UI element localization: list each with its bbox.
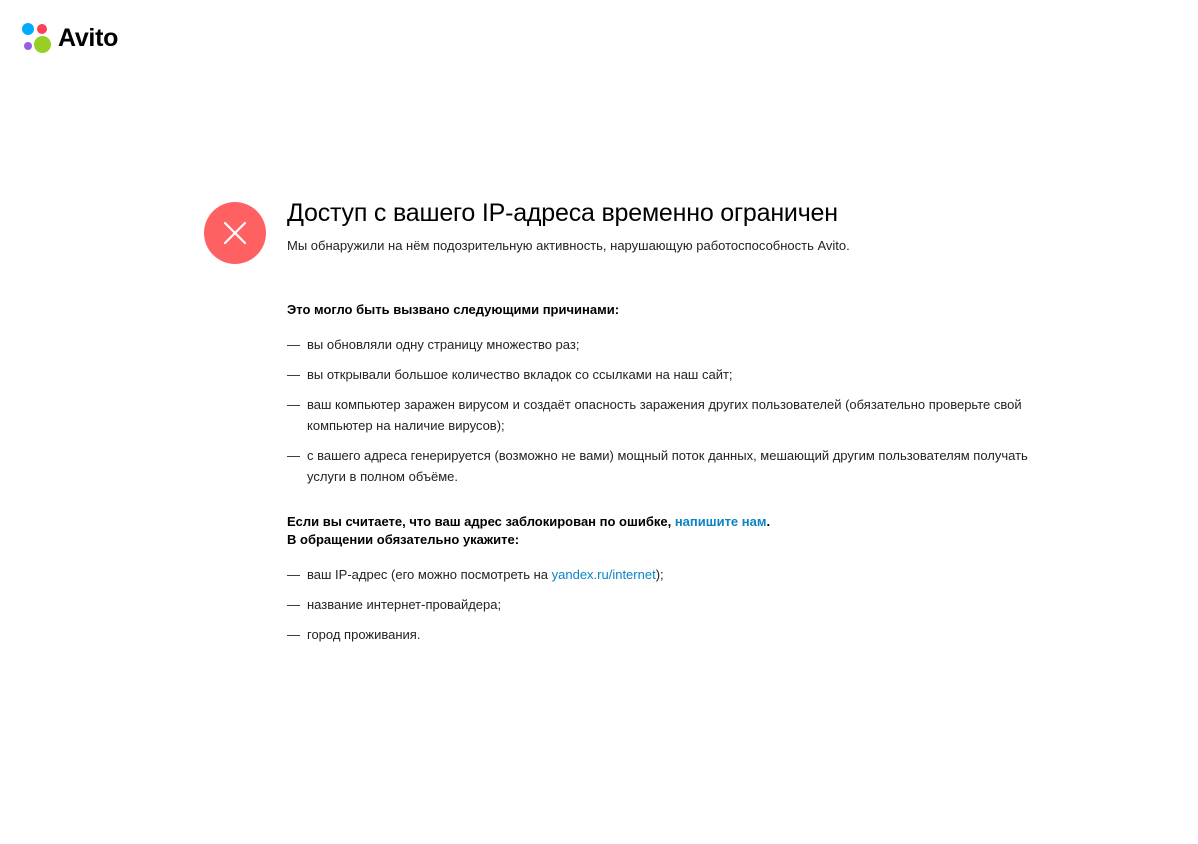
step-text-end: ); [655,567,664,582]
reasons-list [287,334,1067,487]
write-us-link[interactable]: напишите нам [674,514,767,529]
contact-text: Если вы считаете, что ваш адрес заблокирован по ошибке, [287,514,675,529]
dash-mark: — [287,397,300,412]
reason-text: ваш компьютер заражен вирусом и создаёт опасность заражения других пользователей (обязательно проверьте свой компьютер на наличие вирусов); [307,397,1022,433]
avito-logo-text: Avito [58,23,119,52]
yandex-internet-link[interactable]: yandex.ru/internet [551,567,656,582]
reason-text: вы обновляли одну страницу множество раз; [307,337,580,352]
list-item [287,334,1067,355]
reasons-heading: Это могло быть вызвано следующими причинами: [287,302,620,317]
step-text: название интернет-провайдера; [307,597,502,612]
step-text: город проживания. [307,627,421,642]
list-item [287,364,1067,385]
reason-text: вы открывали большое количество вкладок со ссылками на наш сайт; [307,367,733,382]
dash-mark: — [287,337,300,352]
logo-dot-red [37,24,47,34]
page-subtitle: Мы обнаружили на нём подозрительную активность, нарушающую работоспособность Avito. [287,238,850,253]
logo-dot-green [34,36,51,53]
list-item [287,445,1067,487]
avito-logo[interactable] [22,22,118,54]
block-message [287,196,1067,654]
dash-mark: — [287,567,300,582]
contact-instructions: В обращении обязательно укажите: [287,532,520,547]
contact-heading [287,513,1067,549]
list-item [287,594,1067,615]
reason-text: с вашего адреса генерируется (возможно не вами) мощный поток данных, мешающий другим пользователям получать услуги в полном объёме. [307,448,1028,484]
dash-mark: — [287,597,300,612]
logo-dot-blue [22,23,34,35]
step-text: ваш IP-адрес (его можно посмотреть на [307,567,552,582]
list-item [287,564,1067,585]
close-icon [204,202,266,264]
list-item [287,624,1067,645]
dash-mark: — [287,367,300,382]
avito-logo-icon [22,23,52,53]
list-item [287,394,1067,436]
contact-text-end: . [766,514,771,529]
page-title: Доступ с вашего IP-адреса временно ограничен [287,199,838,227]
dash-mark: — [287,448,300,463]
contact-steps-list [287,564,1067,645]
logo-dot-purple [24,42,32,50]
dash-mark: — [287,627,300,642]
